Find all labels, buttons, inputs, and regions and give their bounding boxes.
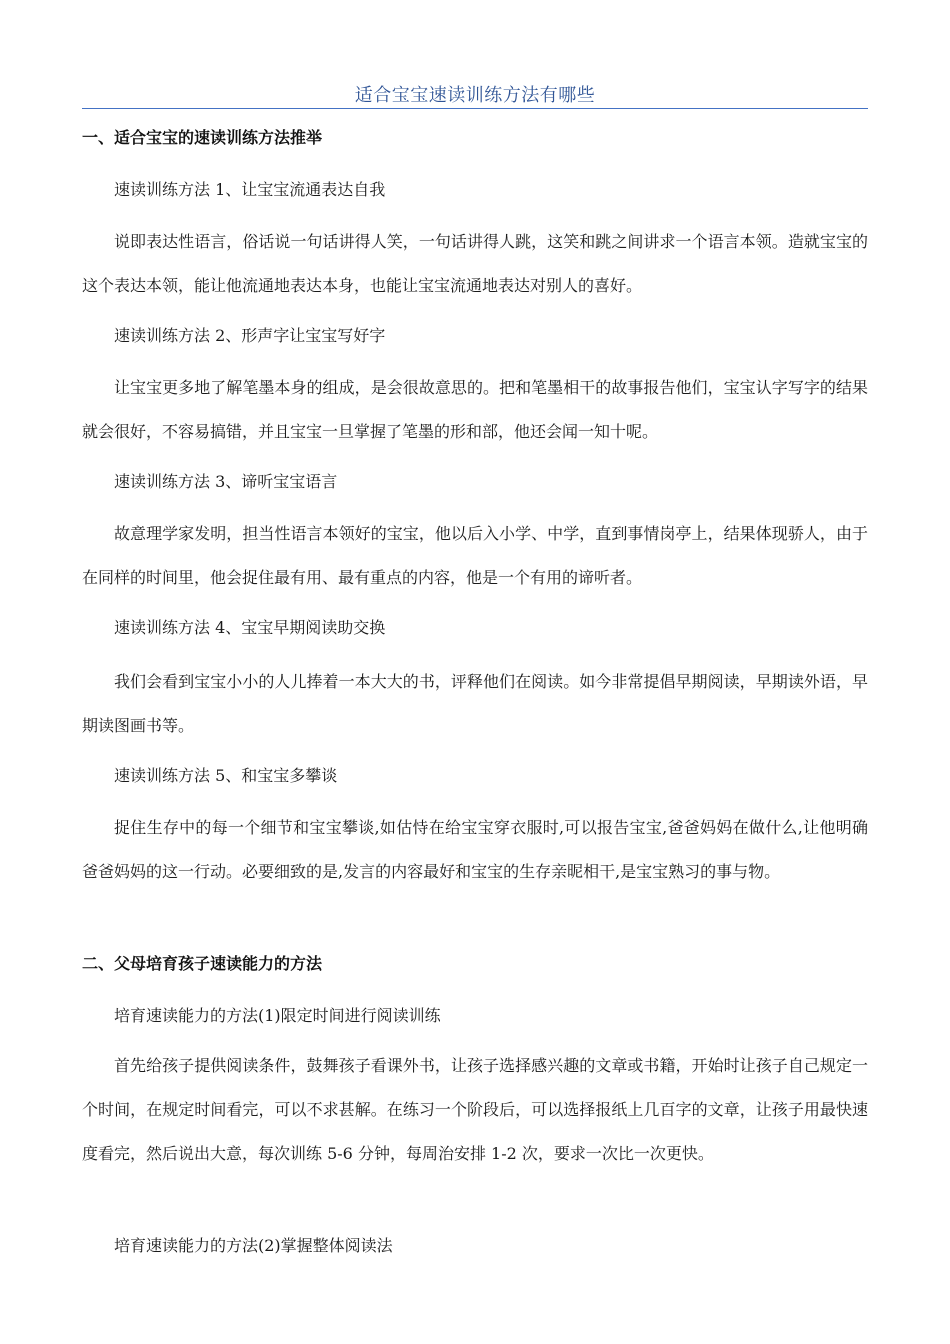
method-body-4: 我们会看到宝宝小小的人儿捧着一本大大的书，评释他们在阅读。如今非常提倡早期阅读，早期读外语，早期读图画书等。	[82, 672, 868, 735]
method-body-2: 让宝宝更多地了解笔墨本身的组成，是会很故意思的。把和笔墨相干的故事报告他们，宝宝认字写字的结果就会很好，不容易搞错，并且宝宝一旦掌握了笔墨的形和部，他还会闻一知十呢。	[82, 378, 868, 441]
method-title-1: 速读训练方法 1、让宝宝流通表达自我	[114, 180, 386, 199]
ability-method-body-1: 首先给孩子提供阅读条件，鼓舞孩子看课外书，让孩子选择感兴趣的文章或书籍，开始时让孩子自己规定一个时间，在规定时间看完，可以不求甚解。在练习一个阶段后，可以选择报纸上几百字的文章，让孩子用最快速度看完，然后说出大意，每次训练 5-6 分钟，每周治安排 1-2 次，要求一次比一次更快。	[82, 1056, 868, 1163]
method-body-1: 说即表达性语言，俗话说一句话讲得人笑，一句话讲得人跳，这笑和跳之间讲求一个语言本领。造就宝宝的这个表达本领，能让他流通地表达本身，也能让宝宝流通地表达对别人的喜好。	[82, 232, 868, 295]
ability-method-title-2: 培育速读能力的方法(2)掌握整体阅读法	[114, 1236, 393, 1255]
ability-method-title-1: 培育速读能力的方法(1)限定时间进行阅读训练	[114, 1006, 441, 1025]
method-title-3: 速读训练方法 3、谛听宝宝语言	[114, 472, 338, 491]
method-body-5: 捉住生存中的每一个细节和宝宝攀谈,如估恃在给宝宝穿衣服时,可以报告宝宝,爸爸妈妈在做什么,让他明确爸爸妈妈的这一行动。必要细致的是,发言的内容最好和宝宝的生存亲昵相干,是宝宝熟习的事与物。	[82, 818, 868, 881]
method-title-5: 速读训练方法 5、和宝宝多攀谈	[114, 766, 338, 785]
method-body-3: 故意理学家发明，担当性语言本领好的宝宝，他以后入小学、中学，直到事情岗亭上，结果体现骄人，由于在同样的时间里，他会捉住最有用、最有重点的内容，他是一个有用的谛听者。	[82, 524, 868, 587]
section-heading-2: 二、父母培育孩子速读能力的方法	[82, 954, 323, 973]
title-underline	[82, 108, 868, 109]
method-title-4: 速读训练方法 4、宝宝早期阅读助交换	[114, 618, 386, 637]
section-heading-1: 一、适合宝宝的速读训练方法推举	[82, 128, 323, 147]
method-title-2: 速读训练方法 2、形声字让宝宝写好字	[114, 326, 386, 345]
document-title: 适合宝宝速读训练方法有哪些	[354, 85, 596, 106]
